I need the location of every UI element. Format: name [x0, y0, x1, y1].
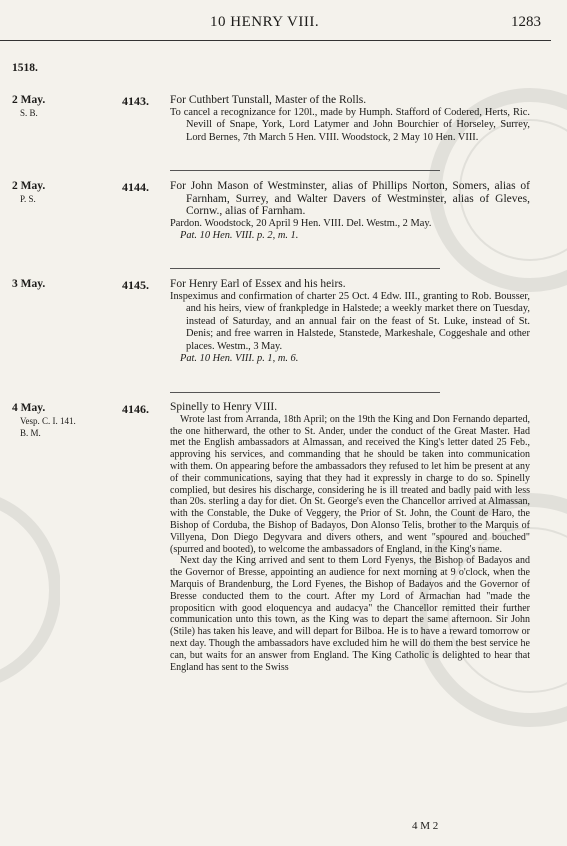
- entry-number: 4145.: [122, 278, 149, 292]
- header-rule: [0, 40, 551, 41]
- entry-date: 4 May.: [12, 402, 46, 414]
- entry-heading: Spinelly to Henry VIII.: [170, 401, 278, 413]
- entry-separator: [170, 268, 440, 269]
- entry-source: Vesp. C. I. 141.: [20, 416, 76, 426]
- entry-citation: Pat. 10 Hen. VIII. p. 2, m. 1.: [180, 230, 299, 241]
- entry-body: [170, 94, 530, 144]
- entry-number: 4143.: [122, 94, 149, 108]
- entry-separator: [170, 170, 440, 171]
- page-number: 1283: [511, 14, 541, 30]
- entry-number: 4144.: [122, 180, 149, 194]
- entry-date: 2 May.: [12, 94, 46, 106]
- entry-paragraph: Pardon. Woodstock, 20 April 9 Hen. VIII. Del. Westm., 2 May.: [170, 217, 432, 229]
- signature-mark: 4 M 2: [412, 820, 439, 832]
- entry-heading: For Cuthbert Tunstall, Master of the Rolls.: [170, 94, 367, 106]
- entry-paragraph: To cancel a recognizance for 120l., made by Humph. Stafford of Codered, Herts, Ric. Nevill of Snape, York, Lord Latymer and John Bourchier of Horseley, Surrey, Lord Bernes, 7th March 5 Hen. VIII. Woodstock, 2 May 10 Hen. VIII.: [170, 106, 530, 143]
- entry-source: S. B.: [20, 108, 38, 118]
- seal-watermark-left: [0, 470, 60, 710]
- entry-body: [170, 278, 530, 366]
- entry-paragraph: Next day the King arrived and sent to them Lord Fyenys, the Bishop of Badayos and the Governor of Bresse, appointing an audience for next morning at 9 o'clock, when the Marquis of Brandenburg, the Lord Fyenes, the Bishop of Badayos and the Governor of Bresse conducted them to the court. After my Lord of Armachan had "made the propositicn with good eloquencya and audacya" the Chancellor remitted their further communication unto this town, as the King was to depart the same afternoon. Sir John (Stile) has taken his leave, and will depart for Bilboa. He is to have a reward tomorrow or next day. Though the ambassadors have excluded him he will do them the best service he can, but waits for an answer from England. The King Catholic is delighted to hear that England has sent to the Swiss: [170, 555, 530, 673]
- entry-source: B. M.: [20, 428, 41, 438]
- entry-citation: Pat. 10 Hen. VIII. p. 1, m. 6.: [180, 353, 299, 364]
- entry-source: P. S.: [20, 194, 36, 204]
- entry-date: 2 May.: [12, 180, 46, 192]
- entry-heading: For John Mason of Westminster, alias of Phillips Norton, Somers, alias of Farnham, Surrey, and Walter Davers of Westminster, alias of Gleves, Cornw., alias of Farnham.: [170, 180, 530, 217]
- entry-date: 3 May.: [12, 278, 46, 290]
- entry-paragraph: Inspeximus and confirmation of charter 25 Oct. 4 Edw. III., granting to Rob. Bousser, and his heirs, view of frankpledge in Halstede; a weekly market there on Tuesday, instead of Saturday, and an annual fair on the feast of St. Luke, instead of St. Denis; and free warren in Halstede, Stanstede, Markeshale, Coggeshale and other places. Westm., 3 May.: [170, 290, 530, 352]
- entry-separator: [170, 392, 440, 393]
- entry-paragraph: Wrote last from Arranda, 18th April; on the 19th the King and Don Fernando departed, the one hitherward, the other to St. Ander, under the conduct of the Great Master. Had met the English ambassadors at Almassan, and received the King's letter dated 25 Feb., approving his services, and commanding that he should be taken into communication with them. On appearing before the ambassadors they refused to let him be present at any of their communications, saying that they had it expressly in charge to do so. Spinelly complied, but desires his discharge, considering he is ill treated and badly paid with less than 20s. sterling a day for diet. On St. George's even the Chancellor arrived at Almassan, with the Constable, the Duke of Veggery, the Prior of St. John, the Count de Haro, the Bishop of Corduba, the Bishop of Badayos, Don Alonso Telis, brother to the Marquis of Villyena, Don Diego Degyvara and divers others, and went "spoured and bouched" (spurred and booted), to welcome the ambassadors of England, in the King's name.: [170, 413, 530, 555]
- entry-number: 4146.: [122, 402, 149, 416]
- running-header-title: 10 HENRY VIII.: [210, 14, 320, 30]
- entry-body: [170, 402, 530, 673]
- entry-heading: For Henry Earl of Essex and his heirs.: [170, 278, 346, 290]
- entry-body: [170, 180, 530, 243]
- year-label: 1518.: [12, 62, 38, 74]
